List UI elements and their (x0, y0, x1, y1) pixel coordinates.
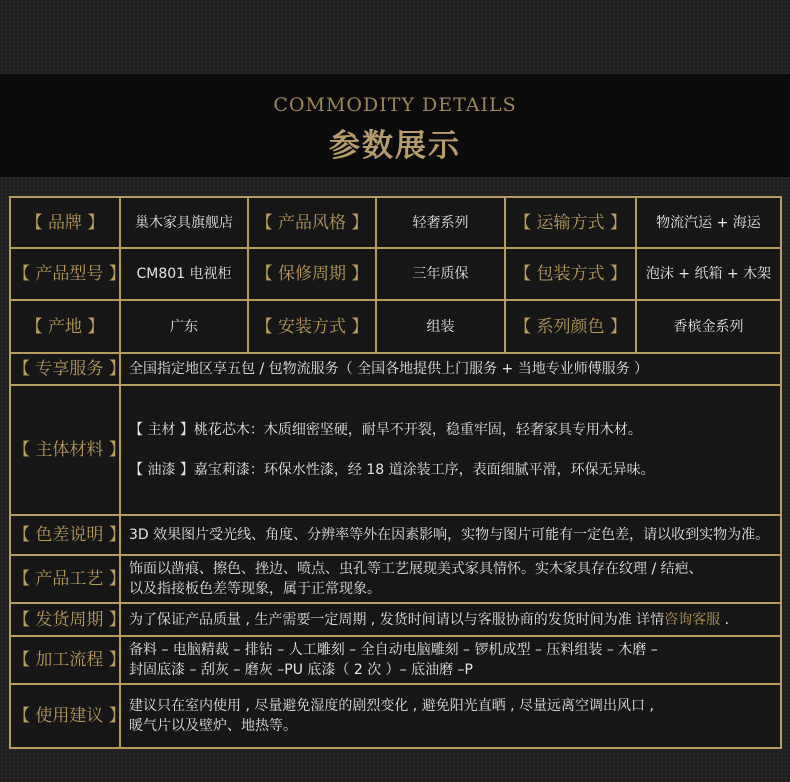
table-row (10, 248, 781, 300)
spec-value: 香槟金系列 (636, 300, 781, 353)
spec-value: 广东 (120, 300, 248, 353)
spec-label: 【 加工流程 】 (10, 636, 120, 684)
table-row (10, 515, 781, 555)
header-title-en: COMMODITY DETAILS (273, 94, 517, 116)
usage-line: 暖气片以及壁炉、地热等。 (129, 718, 297, 734)
spec-label: 【 保修周期 】 (248, 248, 376, 300)
craft-line: 以及指接板色差等现象，属于正常现象。 (129, 581, 381, 597)
table-row (10, 555, 781, 603)
material-paint: 【 油漆 】嘉宝莉漆：环保水性漆，经 18 道涂装工序，表面细腻平滑，环保无异味。 (129, 462, 655, 478)
spec-value: 组装 (376, 300, 505, 353)
material-value (120, 385, 781, 515)
table-row (10, 684, 781, 748)
color-diff-value: 3D 效果图片受光线、角度、分辨率等外在因素影响，实物与图片可能有一定色差，请以收到实物为准。 (120, 515, 781, 555)
spec-table (9, 196, 782, 749)
spec-label: 【 产品工艺 】 (10, 555, 120, 603)
spec-label: 【 发货周期 】 (10, 603, 120, 636)
spec-label: 【 产品型号 】 (10, 248, 120, 300)
spec-value: 泡沫 + 纸箱 + 木架 (636, 248, 781, 300)
craft-value (120, 555, 781, 603)
header-banner (0, 74, 790, 177)
spec-value: 物流汽运 + 海运 (636, 197, 781, 248)
delivery-tail: . (720, 611, 730, 628)
delivery-text: 为了保证产品质量 , 生产需要一定周期 , 发货时间请以与客服协商的发货时间为准 详情 (129, 611, 665, 628)
process-value (120, 636, 781, 684)
spec-value: 轻奢系列 (376, 197, 505, 248)
spec-value: CM801 电视柜 (120, 248, 248, 300)
service-value: 全国指定地区享五包 / 包物流服务（ 全国各地提供上门服务 + 当地专业师傅服务 ） (120, 353, 781, 385)
spec-value: 三年质保 (376, 248, 505, 300)
spec-label: 【 品牌 】 (10, 197, 120, 248)
spec-value: 巢木家具旗舰店 (120, 197, 248, 248)
spec-label: 【 专享服务 】 (10, 353, 120, 385)
process-line: 备料 – 电脑精裁 – 排钻 – 人工雕刻 – 全自动电脑雕刻 – 锣机成型 – 压料组装 – 木磨 – (129, 642, 658, 658)
table-row (10, 300, 781, 353)
delivery-value (120, 603, 781, 636)
table-row (10, 353, 781, 385)
spec-label: 【 安装方式 】 (248, 300, 376, 353)
spec-label: 【 产地 】 (10, 300, 120, 353)
spec-label: 【 包装方式 】 (505, 248, 636, 300)
consult-service-link[interactable]: 咨询客服 (664, 611, 721, 628)
spec-label: 【 主体材料 】 (10, 385, 120, 515)
material-main: 【 主材 】桃花芯木：木质细密坚硬，耐旱不开裂，稳重牢固，轻奢家具专用木材。 (129, 422, 642, 438)
table-row (10, 197, 781, 248)
usage-line: 建议只在室内使用 , 尽量避免湿度的剧烈变化 , 避免阳光直晒 , 尽量远离空调出风口 , (129, 698, 654, 714)
usage-value (120, 684, 781, 748)
spec-label: 【 使用建议 】 (10, 684, 120, 748)
spec-label: 【 系列颜色 】 (505, 300, 636, 353)
spec-label: 【 产品风格 】 (248, 197, 376, 248)
process-line: 封固底漆 – 刮灰 – 磨灰 –PU 底漆（ 2 次 ）– 底油磨 –P (129, 662, 473, 678)
spec-label: 【 色差说明 】 (10, 515, 120, 555)
craft-line: 饰面以凿痕、擦色、挫边、喷点、虫孔等工艺展现美式家具情怀。实木家具存在纹理 / 结疤、 (129, 561, 703, 577)
table-row (10, 603, 781, 636)
header-title-zh: 参数展示 (329, 128, 461, 164)
table-row (10, 636, 781, 684)
table-row (10, 385, 781, 515)
spec-label: 【 运输方式 】 (505, 197, 636, 248)
